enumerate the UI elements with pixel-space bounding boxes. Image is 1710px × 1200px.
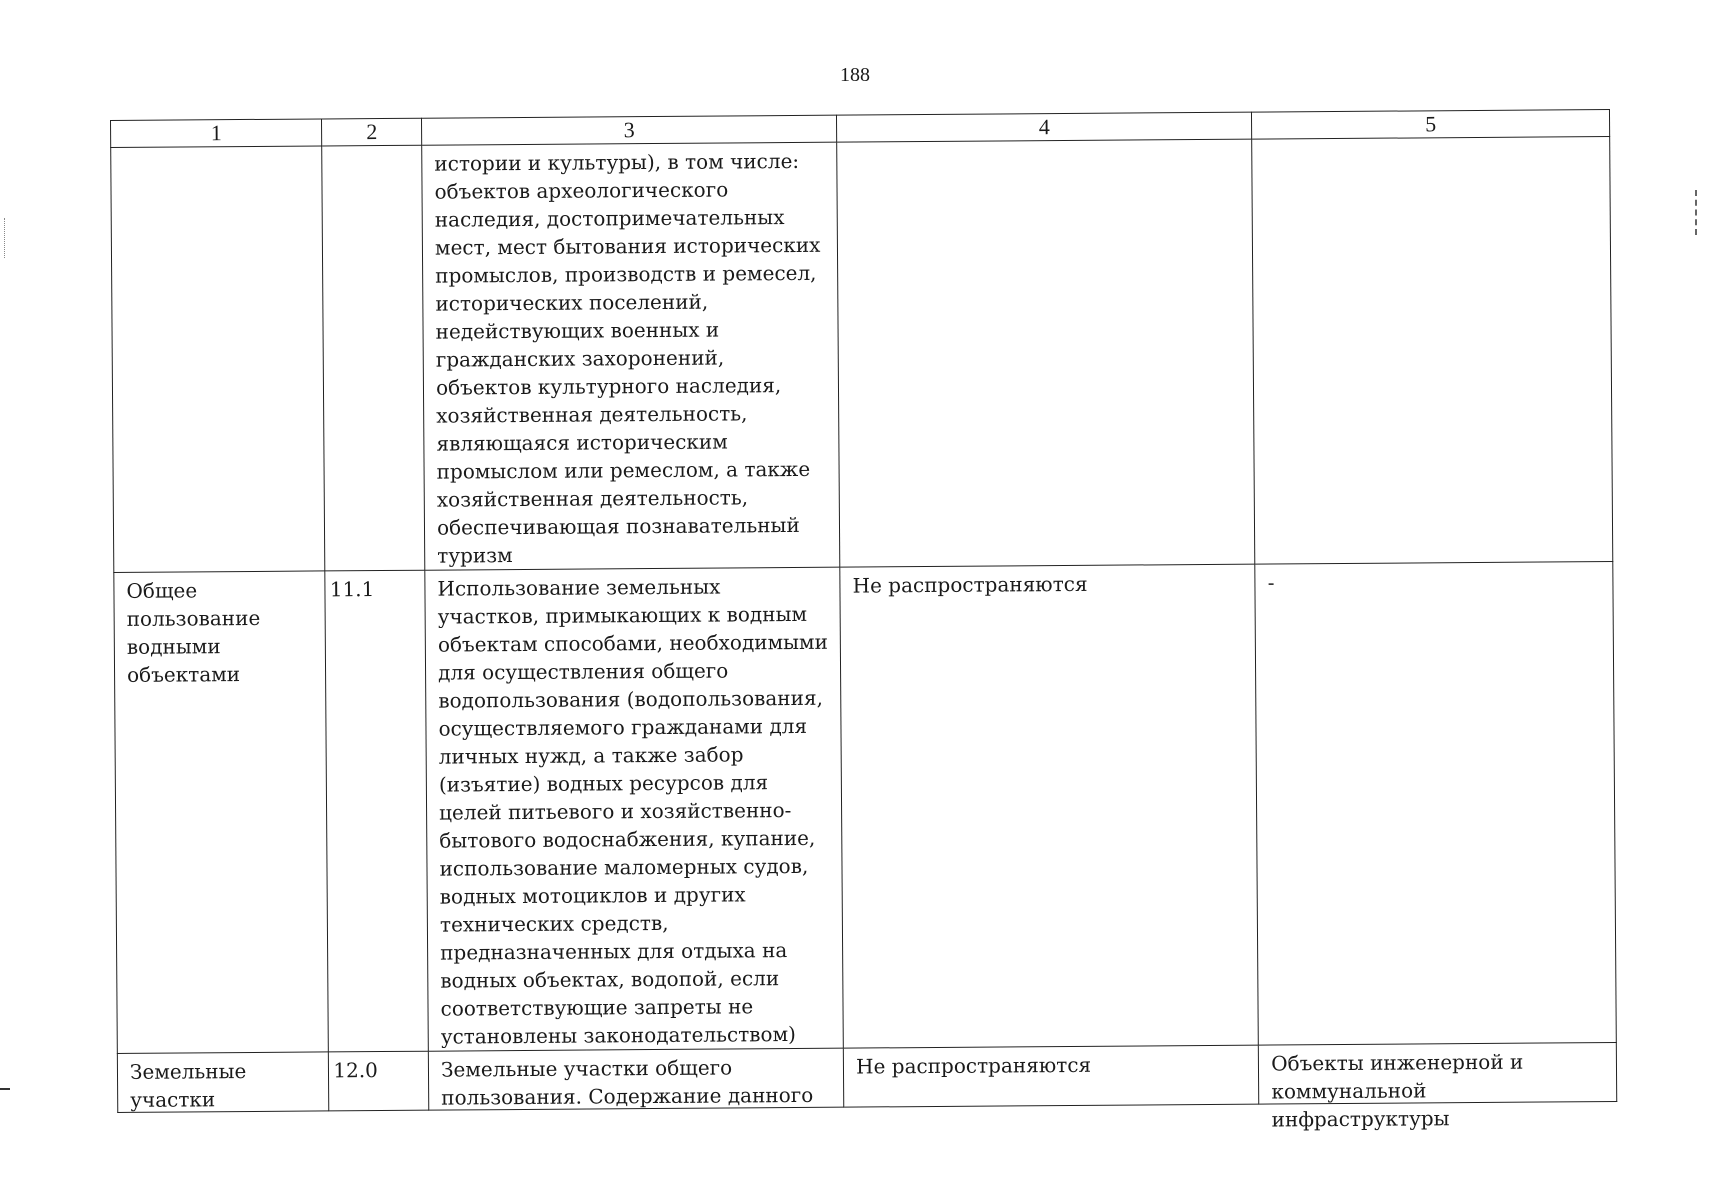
use-name-cell <box>111 146 325 573</box>
col5-cell: - <box>1255 561 1616 1045</box>
col4-cell: Не распространяются <box>840 564 1259 1048</box>
col5-cell <box>1252 137 1613 565</box>
table-row <box>111 137 1613 573</box>
scan-edge-marks <box>4 218 7 258</box>
use-description-cell: истории и культуры), в том числе: объектов археологического наследия, достопримечательных мест, мест бытования исторических промыслов, производств и ремесел, исторических поселений, недействующих военных и гражданских захоронений, объектов культурного наследия, хозяйственная деятельность, являющаяся историческим промыслом или ремеслом, а также хозяйственная деятельность, обеспечивающая познавательный туризм <box>422 142 840 570</box>
use-code-cell <box>322 145 425 571</box>
use-name-cell: Общее пользование водными объектами <box>114 571 329 1054</box>
page-number: 188 <box>840 64 870 86</box>
document-table <box>110 109 1617 1132</box>
header-cell-2: 2 <box>322 118 422 146</box>
col4-text: Не распространяются <box>856 1052 1092 1079</box>
header-cell-3: 3 <box>422 115 837 145</box>
header-cell-5: 5 <box>1252 110 1610 140</box>
col5-text: Объекты инженерной и коммунальной инфраструктуры <box>1271 1049 1524 1132</box>
col4-cell <box>837 139 1255 567</box>
table-row <box>114 561 1616 1053</box>
use-code-cell <box>329 1051 429 1111</box>
use-code-cell: 11.1 <box>325 570 428 1052</box>
scan-edge-line <box>0 1088 10 1090</box>
col5-cell <box>1259 1042 1617 1132</box>
scan-edge-marks-right <box>1692 190 1697 235</box>
header-cell-4: 4 <box>837 112 1252 142</box>
use-name-cell <box>117 1052 329 1113</box>
document-table-wrapper <box>110 109 1617 1132</box>
table-row <box>117 1042 1616 1112</box>
header-cell-1: 1 <box>111 119 323 148</box>
use-name-text: Земельные участки <box>129 1059 247 1112</box>
use-code-text: 12.0 <box>333 1058 378 1083</box>
use-description-cell: Использование земельных участков, примыкающих к водным объектам способами, необходимыми для осуществления общего водопользования (водопользования, осуществляемого гражданами для личных нужд, а также забор (изъятие) водных ресурсов для целей питьевого и хозяйственно-бытового водоснабжения, купание, использование маломерных судов, водных мотоциклов и других технических средств, предназначенных для отдыха на водных объектах, водопой, если соответствующие запреты не установлены законодательством) <box>425 567 844 1051</box>
use-description-cell <box>428 1048 844 1110</box>
col4-cell <box>843 1045 1259 1107</box>
use-description-text: Земельные участки общего пользования. Содержание данного <box>440 1055 814 1110</box>
